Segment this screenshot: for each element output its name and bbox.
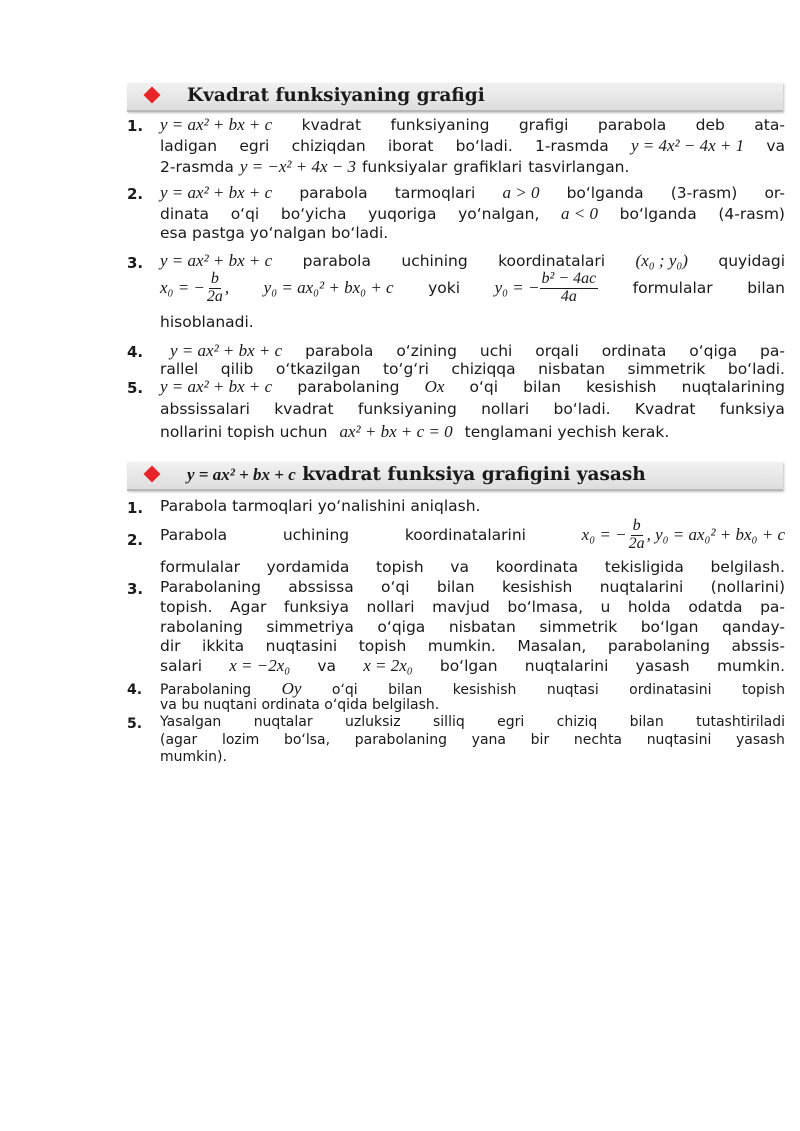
- word: topish: [358, 637, 407, 655]
- word: nechta: [573, 732, 623, 748]
- word: nollari: [481, 400, 530, 418]
- word: Parabola: [160, 526, 228, 545]
- word: bo‘lsa,: [283, 732, 331, 748]
- word: parabolaning: [297, 378, 400, 396]
- word: esa pastga yo‘nalgan bo‘ladi.: [160, 224, 389, 242]
- text-line: [160, 313, 785, 331]
- word: tasvirlangan.: [528, 158, 630, 176]
- word: o‘qi: [230, 205, 260, 223]
- word: kesishish: [452, 682, 517, 698]
- word: pa-: [760, 342, 785, 360]
- word: kesishish: [501, 578, 573, 596]
- red-diamond-icon: [144, 87, 161, 104]
- formula: x = 2x₀: [363, 656, 413, 675]
- word: yasash: [736, 732, 785, 748]
- word: bilan: [523, 378, 561, 396]
- word: u: [600, 598, 611, 616]
- word: to‘g‘ri: [382, 360, 429, 378]
- formula-vertex: [582, 518, 785, 553]
- word: hisoblanadi.: [160, 313, 254, 331]
- word: funksiya: [719, 400, 785, 418]
- text-line: [160, 360, 785, 378]
- word: Parabola tarmoqlari yo‘nalishini aniqlash.: [160, 497, 481, 515]
- text-line: [160, 578, 785, 596]
- word: mavjud: [432, 598, 490, 616]
- word: kvadrat: [274, 400, 334, 418]
- word: salari: [160, 657, 203, 675]
- word: yoki: [428, 279, 461, 298]
- formula: a > 0: [502, 183, 540, 202]
- fraction: [205, 271, 225, 306]
- word: (4-rasm): [718, 205, 785, 223]
- word: parabolaning: [607, 637, 710, 655]
- word: chiziqqa: [451, 360, 516, 378]
- item-number: 1.: [127, 499, 144, 517]
- word: egri: [497, 714, 525, 730]
- word: odatda: [688, 598, 743, 616]
- word: uchining: [282, 526, 350, 545]
- word: mumkin.: [716, 657, 785, 675]
- word: va bu nuqtani ordinata o‘qida belgilash.: [160, 697, 440, 713]
- text-line: [160, 400, 785, 418]
- word: quyidagi: [718, 252, 785, 270]
- word: nuqtasini: [265, 637, 338, 655]
- word: ladigan: [160, 137, 218, 155]
- word: qanday-: [721, 618, 785, 636]
- word: nuqtalarini: [599, 578, 684, 596]
- formula: y = ax² + bx + c: [160, 183, 273, 202]
- numerator: b² − 4ac: [541, 270, 597, 287]
- formula: y = 4x² − 4x + 1: [630, 136, 745, 155]
- item-number: 3.: [127, 254, 144, 272]
- word: ikkita: [202, 637, 245, 655]
- word: funksiya: [283, 598, 350, 616]
- word: o‘qi: [469, 378, 499, 396]
- text-line: [160, 749, 785, 765]
- text-line: [160, 618, 785, 636]
- text-line: [160, 679, 785, 699]
- numerator: b: [210, 270, 219, 287]
- word: egri: [239, 137, 270, 155]
- word: parabola: [299, 184, 368, 202]
- text-line: [160, 558, 785, 576]
- word: topish: [741, 682, 785, 698]
- word: funksiyalar: [361, 158, 448, 176]
- word: nuqtalar: [253, 714, 313, 730]
- word: o‘qiga: [377, 618, 426, 636]
- word: bo‘ladi.: [455, 137, 513, 155]
- text-line: [160, 115, 785, 135]
- word: va: [317, 657, 337, 675]
- word: yordamida: [266, 558, 350, 576]
- word: tutashtiriladi: [696, 714, 785, 730]
- item-number: 5.: [127, 379, 144, 397]
- word: deb: [695, 116, 725, 134]
- word: (agar: [160, 732, 198, 748]
- word: topish.: [160, 598, 213, 616]
- word: abssissalari: [160, 400, 250, 418]
- formula: x₀ = −: [160, 278, 205, 298]
- text-line: [160, 136, 785, 156]
- formula: y₀ = −: [494, 278, 540, 298]
- word: qilib: [220, 360, 254, 378]
- text-line: [160, 204, 785, 224]
- item-number: 2.: [127, 185, 144, 203]
- formula: a < 0: [561, 204, 599, 223]
- word: lozim: [221, 732, 260, 748]
- formula-vertex-x: [160, 271, 229, 306]
- word: bo‘lgan: [640, 618, 699, 636]
- fraction: [540, 271, 599, 306]
- text-line: [160, 637, 785, 655]
- word: o‘qi: [331, 682, 358, 698]
- word: funksiyaning: [357, 400, 457, 418]
- word: chiziqdan: [291, 137, 366, 155]
- formula: x = −2x₀: [229, 656, 291, 675]
- section-header-construction: [127, 462, 783, 491]
- word: holda: [627, 598, 671, 616]
- word: dir: [160, 637, 181, 655]
- word: kvadrat: [301, 116, 362, 134]
- word: Parabolaning: [160, 682, 252, 698]
- word: formulalar: [632, 279, 713, 298]
- word: uchi: [479, 342, 513, 360]
- formula: x₀ = −: [581, 525, 627, 545]
- text-line: [160, 157, 785, 177]
- formula: ax² + bx + c = 0: [339, 422, 453, 441]
- word: bo‘lmasa,: [507, 598, 584, 616]
- word: va: [450, 558, 469, 576]
- word: bo‘ladi.: [553, 400, 611, 418]
- word: bo‘lganda: [566, 184, 644, 202]
- word: chiziq: [556, 714, 598, 730]
- word: bir: [530, 732, 550, 748]
- fraction: [627, 518, 647, 553]
- word: silliq: [433, 714, 465, 730]
- word: abssissa: [288, 578, 354, 596]
- text-line: [160, 697, 785, 713]
- word: ordinatasini: [629, 682, 712, 698]
- word: nollarini topish uchun: [160, 423, 328, 441]
- word: Yasalgan: [160, 714, 222, 730]
- word: simmetriya: [266, 618, 354, 636]
- text-line: [160, 656, 785, 676]
- word: 2-rasmda: [160, 158, 234, 176]
- word: (3-rasm): [670, 184, 738, 202]
- word: bilan: [747, 279, 785, 298]
- text-line: [160, 714, 785, 730]
- formula-vertex-y: [495, 271, 599, 306]
- word: grafigi: [518, 116, 569, 134]
- item-number: 2.: [127, 531, 144, 549]
- formula: y = ax² + bx + c: [160, 251, 273, 270]
- text-line: [160, 377, 785, 397]
- denominator: 2a: [206, 287, 223, 305]
- title-text: kvadrat funksiya grafigini yasash: [302, 464, 646, 485]
- text-line: [160, 732, 785, 748]
- word: nuqtalarining: [681, 378, 785, 396]
- formula: Ox: [424, 377, 445, 396]
- word: va: [766, 137, 785, 155]
- word: koordinatalari: [498, 252, 606, 270]
- word: belgilash.: [710, 558, 785, 576]
- text-line: [160, 271, 785, 306]
- word: grafiklari: [453, 158, 523, 176]
- text-line: [160, 183, 785, 203]
- comma: ,: [224, 278, 230, 298]
- word: ata-: [754, 116, 785, 134]
- formula: y = ax² + bx + c: [170, 341, 283, 360]
- word: o‘tkazilgan: [275, 360, 361, 378]
- word: Parabolaning: [160, 578, 261, 596]
- word: tekisligida: [604, 558, 684, 576]
- formula: , y₀ = ax₀² + bx₀ + c: [646, 525, 785, 545]
- text-line: [160, 224, 785, 242]
- section-header-graph: [127, 83, 783, 112]
- word: (nollarini): [710, 578, 785, 596]
- word: yo‘nalgan,: [458, 205, 540, 223]
- formula: y = ax² + bx + c: [187, 465, 296, 484]
- item-number: 1.: [127, 117, 144, 135]
- word: funksiyaning: [390, 116, 490, 134]
- word: bilan: [436, 578, 475, 596]
- word: 1-rasmda: [534, 137, 609, 155]
- word: uchining: [401, 252, 468, 270]
- word: parabola: [302, 252, 371, 270]
- word: o‘qi: [381, 578, 410, 596]
- word: bo‘lganda: [619, 205, 697, 223]
- word: bilan: [629, 714, 664, 730]
- item-number: 3.: [127, 580, 144, 598]
- word: bo‘yicha: [280, 205, 347, 223]
- word: mumkin).: [160, 749, 227, 765]
- formula: (x₀ ; y₀): [635, 251, 688, 270]
- formula: y = ax² + bx + c: [160, 377, 273, 396]
- word: Agar: [230, 598, 267, 616]
- word: parabola: [305, 342, 374, 360]
- word: tenglamani yechish kerak.: [464, 423, 670, 441]
- word: Masalan,: [517, 637, 587, 655]
- text-line: [160, 598, 785, 616]
- item-number: 4.: [127, 682, 143, 698]
- word: yana: [471, 732, 506, 748]
- word: rabolaning: [160, 618, 243, 636]
- word: nollari: [366, 598, 415, 616]
- word: uzluksiz: [345, 714, 401, 730]
- text-line: [160, 251, 785, 271]
- word: or-: [764, 184, 785, 202]
- word: orqali: [535, 342, 579, 360]
- item-number: 4.: [127, 343, 144, 361]
- word: kesishish: [586, 378, 657, 396]
- word: nuqtalarini: [524, 657, 609, 675]
- word: iborat: [387, 137, 434, 155]
- section-title: Kvadrat funksiyaning grafigi: [187, 85, 485, 106]
- word: yasash: [635, 657, 690, 675]
- word: o‘zining: [396, 342, 457, 360]
- text-line: [160, 518, 785, 553]
- word: pa-: [760, 598, 785, 616]
- numerator: b: [632, 517, 641, 534]
- denominator: 4a: [560, 287, 577, 305]
- word: rallel: [160, 360, 199, 378]
- word: topish: [376, 558, 424, 576]
- section-title: [187, 464, 646, 485]
- denominator: 2a: [628, 534, 645, 552]
- word: formulalar: [160, 558, 240, 576]
- word: koordinatalarini: [404, 526, 526, 545]
- word: koordinata: [495, 558, 579, 576]
- word: bilan: [388, 682, 423, 698]
- word: bo‘ladi.: [727, 360, 785, 378]
- word: nisbatan: [538, 360, 606, 378]
- text-line: [160, 422, 785, 442]
- word: ordinata: [601, 342, 667, 360]
- word: parabolaning: [354, 732, 447, 748]
- word: nuqtasi: [546, 682, 599, 698]
- word: dinata: [160, 205, 210, 223]
- word: mumkin.: [427, 637, 496, 655]
- word: tarmoqlari: [394, 184, 476, 202]
- text-line: [160, 341, 785, 361]
- word: Kvadrat: [634, 400, 696, 418]
- text-line: [160, 497, 785, 515]
- word: simmetrik: [627, 360, 706, 378]
- word: bo‘lgan: [439, 657, 498, 675]
- word: parabola: [597, 116, 667, 134]
- word: nuqtasini: [646, 732, 712, 748]
- word: nisbatan: [448, 618, 516, 636]
- formula: y₀ = ax₀² + bx₀ + c: [263, 278, 394, 298]
- word: abssis-: [731, 637, 785, 655]
- formula: Oy: [281, 679, 302, 698]
- red-diamond-icon: [144, 466, 161, 483]
- item-number: 5.: [127, 716, 143, 732]
- word: simmetrik: [539, 618, 618, 636]
- formula: y = ax² + bx + c: [160, 115, 273, 134]
- formula: y = −x² + 4x − 3: [239, 157, 356, 176]
- word: o‘qiga: [689, 342, 738, 360]
- word: yuqoriga: [368, 205, 437, 223]
